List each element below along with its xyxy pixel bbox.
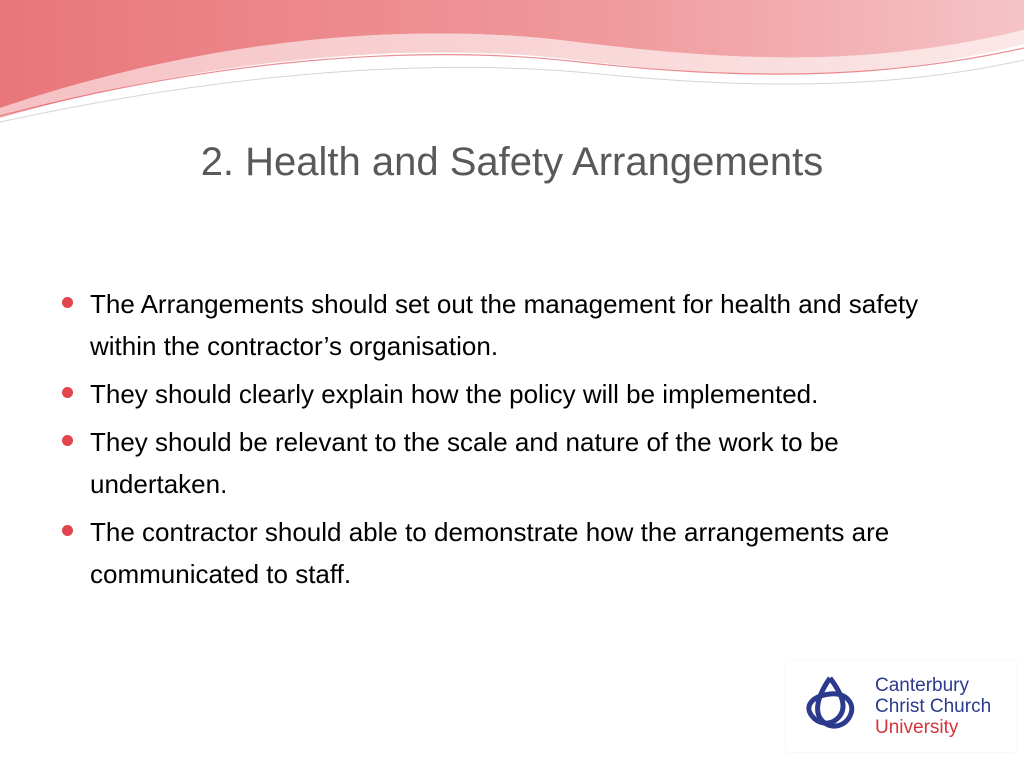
bullet-dot-icon — [62, 525, 73, 536]
logo-line-canterbury: Canterbury — [875, 675, 969, 696]
bullet-text: They should be relevant to the scale and nature of the work to be undertaken. — [90, 427, 839, 499]
bullet-dot-icon — [62, 297, 73, 308]
bullet-text: The contractor should able to demonstrate how the arrangements are communicated to staff. — [90, 517, 890, 589]
bullet-dot-icon — [62, 435, 73, 446]
logo-text — [875, 675, 991, 738]
bullet-item — [60, 421, 980, 505]
university-logo — [786, 660, 1016, 752]
bullet-item — [60, 511, 980, 595]
bullet-dot-icon — [62, 387, 73, 398]
bullet-text: The Arrangements should set out the management for health and safety within the contractor’s organisation. — [90, 289, 919, 361]
bullet-item — [60, 283, 980, 367]
bullet-text: They should clearly explain how the policy will be implemented. — [90, 379, 819, 409]
bullet-item — [60, 373, 980, 415]
slide-title: 2. Health and Safety Arrangements — [200, 140, 824, 184]
logo-line-university: University — [875, 717, 959, 738]
header-swoosh-decoration — [0, 0, 1024, 130]
logo-line-christ-church: Christ Church — [875, 696, 992, 717]
trinity-knot-icon — [798, 672, 862, 736]
bullet-list — [60, 283, 980, 601]
